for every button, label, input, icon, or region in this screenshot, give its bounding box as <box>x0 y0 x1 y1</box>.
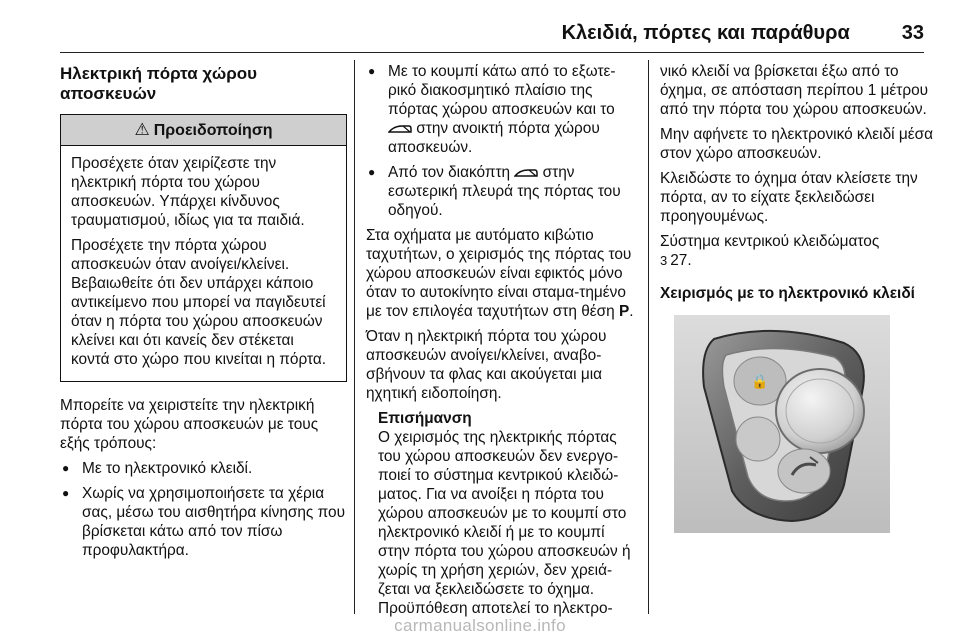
column-divider <box>648 60 649 614</box>
key-fob-image <box>674 315 890 533</box>
note-title: Επισήμανση <box>378 410 472 427</box>
reference-page[interactable]: 27. <box>670 252 692 269</box>
note-continuation: νικό κλειδί να βρίσκεται έξω από το όχημα, σε απόσταση περίπου 1 μέτρου από την πόρτα του χώρου αποσκευών. <box>660 63 929 118</box>
reference-text: Σύστημα κεντρικού κλειδώματος <box>660 233 880 250</box>
warning-paragraph: Προσέχετε όταν χειρίζεστε την ηλεκτρική πόρτα του χώρου αποσκευών. Υπάρχει κίνδυνος τραυματισμού, ιδίως για τα παιδιά. <box>71 155 305 229</box>
method-list <box>60 459 347 560</box>
list-item <box>366 62 636 157</box>
list-item: ● Χωρίς να χρησιμοποιήσετε τα χέρια σας, μέσω του αισθητήρα κίνησης που βρίσκεται κάτω από τον πίσω προφυλακτήρα. <box>60 484 347 560</box>
list-text: Με το κουμπί κάτω από το εξωτε-ρικό διακοσμητικό πλαίσιο της πόρτας χώρου αποσκευών και το <box>388 63 616 118</box>
cross-reference <box>660 232 936 270</box>
gear-paragraph: Στα οχήματα με αυτόματο κιβώτιο ταχυτήτων, ο χειρισμός της πόρτας του χώρου αποσκευών είναι εφικτός μόνο όταν το αυτοκίνητο είναι σταμα-τημένο με τον επιλογέα ταχυτήτων στη θέση P. <box>366 227 634 320</box>
column-2 <box>366 62 636 624</box>
warning-box <box>60 114 347 382</box>
note-paragraph: Κλειδώστε το όχημα όταν κλείσετε την πόρτα, αν το είχατε ξεκλειδώσει προηγουμένως. <box>660 170 918 225</box>
section-title: Ηλεκτρική πόρτα χώρου αποσκευών <box>60 64 258 103</box>
warning-paragraph: Προσέχετε την πόρτα χώρου αποσκευών όταν ανοίγει/κλείνει. Βεβαιωθείτε ότι δεν υπάρχει κάποιο αντικείμενο που μπορεί να παγιδευτεί όταν η πόρτα του χώρου αποσκευών κλείνει και ότι κανείς δεν στέκεται κοντά στο χώρο που κινείται η πόρτα. <box>71 237 327 368</box>
warning-triangle-icon: ⚠ <box>134 120 150 139</box>
page-number: 33 <box>901 22 924 44</box>
indicator-paragraph: Όταν η ηλεκτρική πόρτα του χώρου αποσκευών ανοίγει/κλείνει, αναβο-σβήνουν τα φλας και ακούγεται μια ηχητική ειδοποίηση. <box>366 328 607 402</box>
svg-text:🔒: 🔒 <box>751 374 769 390</box>
warning-body <box>61 146 346 381</box>
column-1 <box>60 62 347 566</box>
list-item <box>366 163 636 220</box>
paragraph-text: Στα οχήματα με αυτόματο κιβώτιο ταχυτήτων, ο χειρισμός της πόρτας του χώρου αποσκευών είναι εφικτός μόνο όταν το αυτοκίνητο είναι σταμα-τημένο με τον επιλογέα ταχυτήτων στη θέση <box>366 227 632 320</box>
list-text: στην ανοικτή πόρτα χώρου αποσκευών. <box>388 120 600 156</box>
reference-arrow-icon: 3 <box>660 253 668 268</box>
car-tailgate-icon <box>388 123 412 135</box>
method-list-cont <box>366 62 636 220</box>
note-block <box>366 409 636 618</box>
warning-header <box>61 115 346 146</box>
list-text: στην εσωτερική πλευρά της πόρτας του οδηγού. <box>388 164 621 219</box>
column-3 <box>660 62 936 538</box>
note-paragraph: Μην αφήνετε το ηλεκτρονικό κλειδί μέσα στον χώρο αποσκευών. <box>660 126 933 162</box>
intro-paragraph: Μπορείτε να χειριστείτε την ηλεκτρική πόρτα του χώρου αποσκευών με τους εξής τρόπους: <box>60 397 319 452</box>
column-divider <box>354 60 355 614</box>
note-block-cont <box>660 62 936 226</box>
list-item: ● Με το ηλεκτρονικό κλειδί. <box>60 459 347 478</box>
chapter-title: Κλειδιά, πόρτες και παράθυρα <box>561 22 850 44</box>
list-text: Από τον διακόπτη <box>388 164 511 181</box>
watermark: carmanualsonline.info <box>394 616 566 635</box>
warning-heading: Προειδοποίηση <box>153 122 273 139</box>
note-body: Ο χειρισμός της ηλεκτρικής πόρτας του χώρου αποσκευών δεν ενεργο-ποιεί το σύστημα κεντρικού κλειδώ-ματος. Για να ανοίξει η πόρτα του χώρου αποσκευών με το κουμπί στο ηλεκτρονικό κλειδί ή με το κουμπί στην πόρτα του χώρου αποσκευών ή χωρίς τη χρήση χεριών, δεν χρειά-ζεται να ξεκλειδώσετε το όχημα. Προϋπόθεση αποτελεί το ηλεκτρο- <box>378 429 631 617</box>
page-header <box>60 22 924 45</box>
header-divider <box>60 52 924 53</box>
gear-position: P <box>618 303 630 320</box>
car-tailgate-icon <box>514 167 538 179</box>
subheading: Χειρισμός με το ηλεκτρονικό κλειδί <box>660 285 915 302</box>
